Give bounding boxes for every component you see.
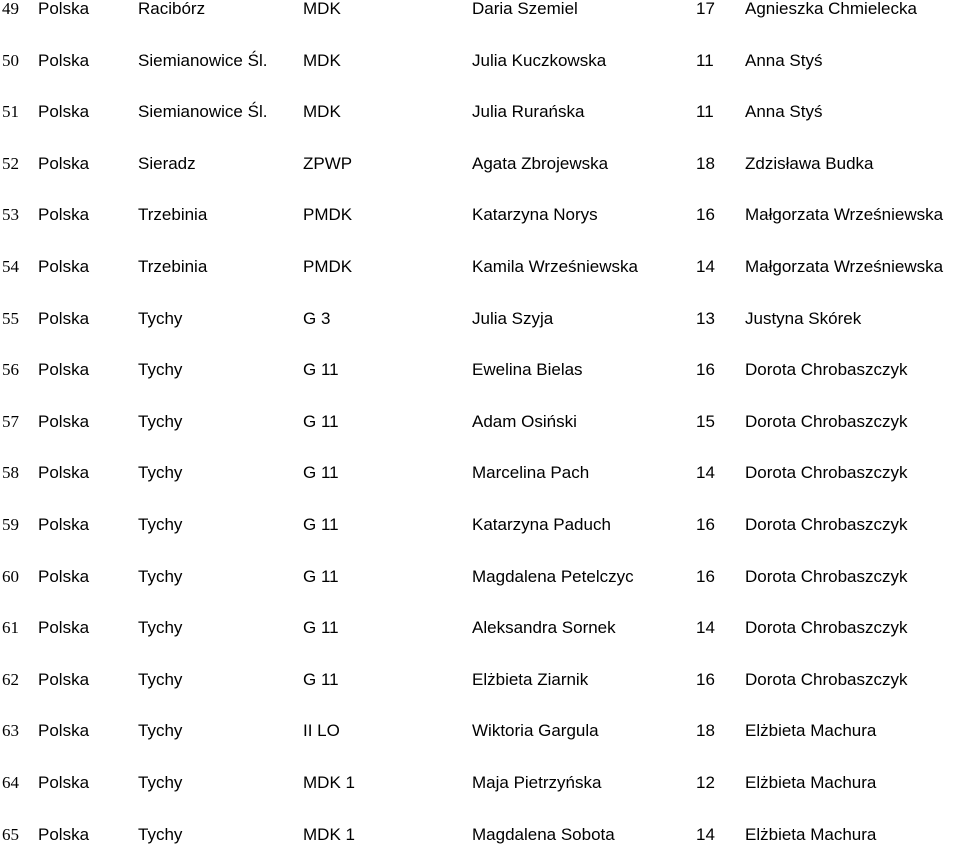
table-row (0, 756, 960, 808)
row-number: 60 (2, 567, 19, 587)
participant-name-cell: Marcelina Pach (472, 463, 589, 483)
participant-name-cell: Adam Osiński (472, 412, 577, 432)
table-row (0, 34, 960, 86)
country-cell: Polska (38, 825, 89, 845)
age-cell: 17 (696, 0, 715, 19)
row-number: 65 (2, 825, 19, 845)
row-number: 53 (2, 205, 19, 225)
country-cell: Polska (38, 360, 89, 380)
age-cell: 18 (696, 721, 715, 741)
table-row (0, 137, 960, 189)
participant-name-cell: Magdalena Sobota (472, 825, 615, 845)
age-cell: 16 (696, 567, 715, 587)
teacher-name-cell: Dorota Chrobaszczyk (745, 515, 908, 535)
participant-name-cell: Agata Zbrojewska (472, 154, 608, 174)
city-cell: Racibórz (138, 0, 205, 19)
teacher-name-cell: Anna Styś (745, 51, 823, 71)
table-row (0, 498, 960, 550)
institution-cell: G 3 (303, 309, 330, 329)
participant-name-cell: Aleksandra Sornek (472, 618, 616, 638)
city-cell: Tychy (138, 309, 182, 329)
table-row (0, 704, 960, 756)
row-number: 59 (2, 515, 19, 535)
city-cell: Tychy (138, 618, 182, 638)
teacher-name-cell: Zdzisława Budka (745, 154, 874, 174)
city-cell: Tychy (138, 515, 182, 535)
age-cell: 12 (696, 773, 715, 793)
institution-cell: G 11 (303, 412, 339, 432)
participant-name-cell: Daria Szemiel (472, 0, 578, 19)
table-row (0, 601, 960, 653)
teacher-name-cell: Agnieszka Chmielecka (745, 0, 917, 19)
age-cell: 16 (696, 360, 715, 380)
institution-cell: PMDK (303, 257, 352, 277)
institution-cell: MDK (303, 0, 341, 19)
country-cell: Polska (38, 412, 89, 432)
age-cell: 14 (696, 825, 715, 845)
teacher-name-cell: Dorota Chrobaszczyk (745, 360, 908, 380)
row-number: 63 (2, 721, 19, 741)
row-number: 54 (2, 257, 19, 277)
institution-cell: MDK 1 (303, 773, 355, 793)
row-number: 62 (2, 670, 19, 690)
table-row (0, 85, 960, 137)
country-cell: Polska (38, 463, 89, 483)
participant-name-cell: Katarzyna Paduch (472, 515, 611, 535)
city-cell: Tychy (138, 567, 182, 587)
country-cell: Polska (38, 567, 89, 587)
participant-name-cell: Julia Kuczkowska (472, 51, 606, 71)
row-number: 50 (2, 51, 19, 71)
row-number: 55 (2, 309, 19, 329)
participant-name-cell: Julia Rurańska (472, 102, 584, 122)
institution-cell: G 11 (303, 618, 339, 638)
table-row (0, 188, 960, 240)
table-row (0, 343, 960, 395)
country-cell: Polska (38, 0, 89, 19)
row-number: 56 (2, 360, 19, 380)
teacher-name-cell: Justyna Skórek (745, 309, 861, 329)
institution-cell: MDK (303, 51, 341, 71)
city-cell: Tychy (138, 412, 182, 432)
table-row (0, 653, 960, 705)
row-number: 57 (2, 412, 19, 432)
participant-name-cell: Kamila Wrześniewska (472, 257, 638, 277)
country-cell: Polska (38, 721, 89, 741)
teacher-name-cell: Dorota Chrobaszczyk (745, 412, 908, 432)
city-cell: Trzebinia (138, 257, 207, 277)
table-row (0, 550, 960, 602)
age-cell: 13 (696, 309, 715, 329)
teacher-name-cell: Dorota Chrobaszczyk (745, 567, 908, 587)
institution-cell: PMDK (303, 205, 352, 225)
city-cell: Tychy (138, 825, 182, 845)
country-cell: Polska (38, 257, 89, 277)
participant-name-cell: Maja Pietrzyńska (472, 773, 601, 793)
city-cell: Tychy (138, 721, 182, 741)
city-cell: Siemianowice Śl. (138, 51, 267, 71)
table-row (0, 395, 960, 447)
country-cell: Polska (38, 515, 89, 535)
participant-name-cell: Katarzyna Norys (472, 205, 598, 225)
teacher-name-cell: Dorota Chrobaszczyk (745, 618, 908, 638)
city-cell: Siemianowice Śl. (138, 102, 267, 122)
institution-cell: MDK 1 (303, 825, 355, 845)
city-cell: Tychy (138, 463, 182, 483)
age-cell: 14 (696, 257, 715, 277)
country-cell: Polska (38, 154, 89, 174)
table-row (0, 240, 960, 292)
teacher-name-cell: Elżbieta Machura (745, 825, 876, 845)
participant-name-cell: Ewelina Bielas (472, 360, 583, 380)
institution-cell: G 11 (303, 515, 339, 535)
participant-name-cell: Wiktoria Gargula (472, 721, 599, 741)
teacher-name-cell: Elżbieta Machura (745, 773, 876, 793)
age-cell: 18 (696, 154, 715, 174)
country-cell: Polska (38, 618, 89, 638)
institution-cell: ZPWP (303, 154, 352, 174)
country-cell: Polska (38, 670, 89, 690)
country-cell: Polska (38, 309, 89, 329)
age-cell: 14 (696, 618, 715, 638)
row-number: 61 (2, 618, 19, 638)
country-cell: Polska (38, 51, 89, 71)
teacher-name-cell: Małgorzata Wrześniewska (745, 257, 943, 277)
teacher-name-cell: Dorota Chrobaszczyk (745, 670, 908, 690)
age-cell: 15 (696, 412, 715, 432)
teacher-name-cell: Anna Styś (745, 102, 823, 122)
row-number: 51 (2, 102, 19, 122)
row-number: 58 (2, 463, 19, 483)
table-row (0, 292, 960, 344)
participant-name-cell: Elżbieta Ziarnik (472, 670, 588, 690)
table-row (0, 446, 960, 498)
institution-cell: II LO (303, 721, 340, 741)
city-cell: Tychy (138, 773, 182, 793)
institution-cell: G 11 (303, 463, 339, 483)
institution-cell: MDK (303, 102, 341, 122)
country-cell: Polska (38, 773, 89, 793)
institution-cell: G 11 (303, 567, 339, 587)
row-number: 52 (2, 154, 19, 174)
institution-cell: G 11 (303, 670, 339, 690)
institution-cell: G 11 (303, 360, 339, 380)
teacher-name-cell: Elżbieta Machura (745, 721, 876, 741)
city-cell: Trzebinia (138, 205, 207, 225)
table-row (0, 0, 960, 34)
table-row (0, 808, 960, 859)
country-cell: Polska (38, 102, 89, 122)
teacher-name-cell: Małgorzata Wrześniewska (745, 205, 943, 225)
city-cell: Tychy (138, 670, 182, 690)
participant-name-cell: Julia Szyja (472, 309, 553, 329)
age-cell: 11 (696, 51, 714, 71)
country-cell: Polska (38, 205, 89, 225)
city-cell: Sieradz (138, 154, 196, 174)
row-number: 49 (2, 0, 19, 19)
age-cell: 14 (696, 463, 715, 483)
age-cell: 16 (696, 515, 715, 535)
row-number: 64 (2, 773, 19, 793)
age-cell: 16 (696, 670, 715, 690)
teacher-name-cell: Dorota Chrobaszczyk (745, 463, 908, 483)
age-cell: 16 (696, 205, 715, 225)
city-cell: Tychy (138, 360, 182, 380)
participant-name-cell: Magdalena Petelczyc (472, 567, 634, 587)
age-cell: 11 (696, 102, 714, 122)
